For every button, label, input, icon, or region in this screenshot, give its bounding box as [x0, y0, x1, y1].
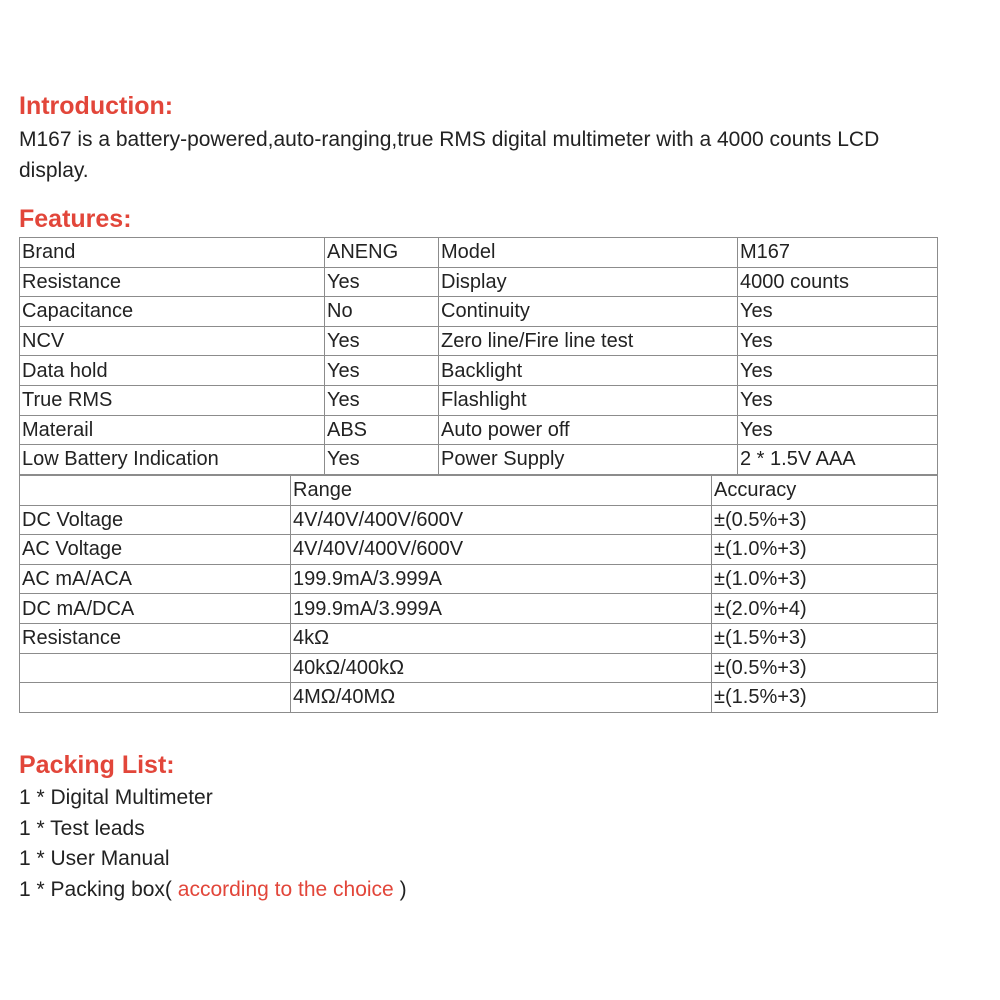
feature-label-cell: NCV	[20, 326, 325, 356]
feature-value-cell: Yes	[325, 356, 439, 386]
specs-header-function	[20, 476, 291, 506]
spec-accuracy-cell: ±(1.0%+3)	[712, 535, 938, 565]
spec-accuracy-cell: ±(0.5%+3)	[712, 653, 938, 683]
spec-function-cell	[20, 683, 291, 713]
features-row	[20, 238, 938, 268]
features-row	[20, 267, 938, 297]
packing-list-item	[19, 844, 407, 875]
features-heading: Features:	[19, 205, 132, 233]
packing-item-text: 1 * Digital Multimeter	[19, 786, 213, 809]
packing-list-item	[19, 814, 407, 845]
features-table	[19, 237, 938, 475]
packing-list-item	[19, 783, 407, 814]
feature-label-cell: Data hold	[20, 356, 325, 386]
spec-range-cell: 40kΩ/400kΩ	[291, 653, 712, 683]
feature-value-cell: Yes	[738, 385, 938, 415]
feature-value-cell: Yes	[738, 297, 938, 327]
feature-label-cell: Continuity	[439, 297, 738, 327]
feature-label-cell: Display	[439, 267, 738, 297]
spec-range-cell: 4kΩ	[291, 623, 712, 653]
packing-item-text: 1 * Packing box(	[19, 877, 172, 901]
features-row	[20, 356, 938, 386]
feature-label-cell: True RMS	[20, 385, 325, 415]
spec-range-cell: 4V/40V/400V/600V	[291, 535, 712, 565]
feature-label-cell: Flashlight	[439, 385, 738, 415]
specs-header-accuracy: Accuracy	[712, 476, 938, 506]
feature-value-cell: No	[325, 297, 439, 327]
features-row	[20, 385, 938, 415]
spec-function-cell: AC mA/ACA	[20, 564, 291, 594]
feature-label-cell: Capacitance	[20, 297, 325, 327]
feature-value-cell: ABS	[325, 415, 439, 445]
feature-label-cell: Auto power off	[439, 415, 738, 445]
introduction-heading: Introduction:	[19, 92, 174, 120]
feature-label-cell: Model	[439, 238, 738, 268]
feature-value-cell: M167	[738, 238, 938, 268]
spec-accuracy-cell: ±(1.5%+3)	[712, 683, 938, 713]
feature-value-cell: Yes	[738, 356, 938, 386]
specs-table	[19, 475, 938, 713]
spec-range-cell: 199.9mA/3.999A	[291, 564, 712, 594]
feature-value-cell: Yes	[325, 385, 439, 415]
features-row	[20, 445, 938, 475]
spec-function-cell	[20, 653, 291, 683]
feature-label-cell: Power Supply	[439, 445, 738, 475]
specs-row	[20, 564, 938, 594]
feature-label-cell: Zero line/Fire line test	[439, 326, 738, 356]
spec-accuracy-cell: ±(0.5%+3)	[712, 505, 938, 535]
packing-item-suffix: )	[399, 877, 407, 901]
specs-row	[20, 683, 938, 713]
introduction-text: M167 is a battery-powered,auto-ranging,true RMS digital multimeter with a 4000 counts LCD display.	[19, 128, 880, 182]
specs-header-row	[20, 476, 938, 506]
specs-row	[20, 594, 938, 624]
packing-list	[19, 783, 407, 905]
spec-range-cell: 4V/40V/400V/600V	[291, 505, 712, 535]
specs-row	[20, 535, 938, 565]
spec-function-cell: DC Voltage	[20, 505, 291, 535]
spec-function-cell: DC mA/DCA	[20, 594, 291, 624]
packing-item-text: 1 * Test leads	[19, 816, 145, 840]
features-row	[20, 415, 938, 445]
spec-range-cell: 4MΩ/40MΩ	[291, 683, 712, 713]
spec-accuracy-cell: ±(1.0%+3)	[712, 564, 938, 594]
specs-header-range: Range	[291, 476, 712, 506]
packing-item-note: according to the choice	[177, 877, 394, 901]
feature-value-cell: 4000 counts	[738, 267, 938, 297]
features-row	[20, 297, 938, 327]
feature-label-cell: Brand	[20, 238, 325, 268]
feature-value-cell: 2 * 1.5V AAA	[738, 445, 938, 475]
spec-range-cell: 199.9mA/3.999A	[291, 594, 712, 624]
packing-list-item	[19, 875, 407, 906]
feature-label-cell: Low Battery Indication	[20, 445, 325, 475]
feature-value-cell: Yes	[325, 326, 439, 356]
features-row	[20, 326, 938, 356]
packing-item-text: 1 * User Manual	[19, 847, 170, 870]
feature-label-cell: Resistance	[20, 267, 325, 297]
spec-function-cell: Resistance	[20, 623, 291, 653]
feature-value-cell: ANENG	[325, 238, 439, 268]
specs-row	[20, 653, 938, 683]
packing-list-heading: Packing List:	[19, 751, 175, 779]
spec-accuracy-cell: ±(2.0%+4)	[712, 594, 938, 624]
feature-value-cell: Yes	[738, 326, 938, 356]
feature-label-cell: Materail	[20, 415, 325, 445]
spec-function-cell: AC Voltage	[20, 535, 291, 565]
feature-value-cell: Yes	[738, 415, 938, 445]
specs-row	[20, 623, 938, 653]
spec-accuracy-cell: ±(1.5%+3)	[712, 623, 938, 653]
feature-value-cell: Yes	[325, 267, 439, 297]
feature-label-cell: Backlight	[439, 356, 738, 386]
specs-row	[20, 505, 938, 535]
feature-value-cell: Yes	[325, 445, 439, 475]
